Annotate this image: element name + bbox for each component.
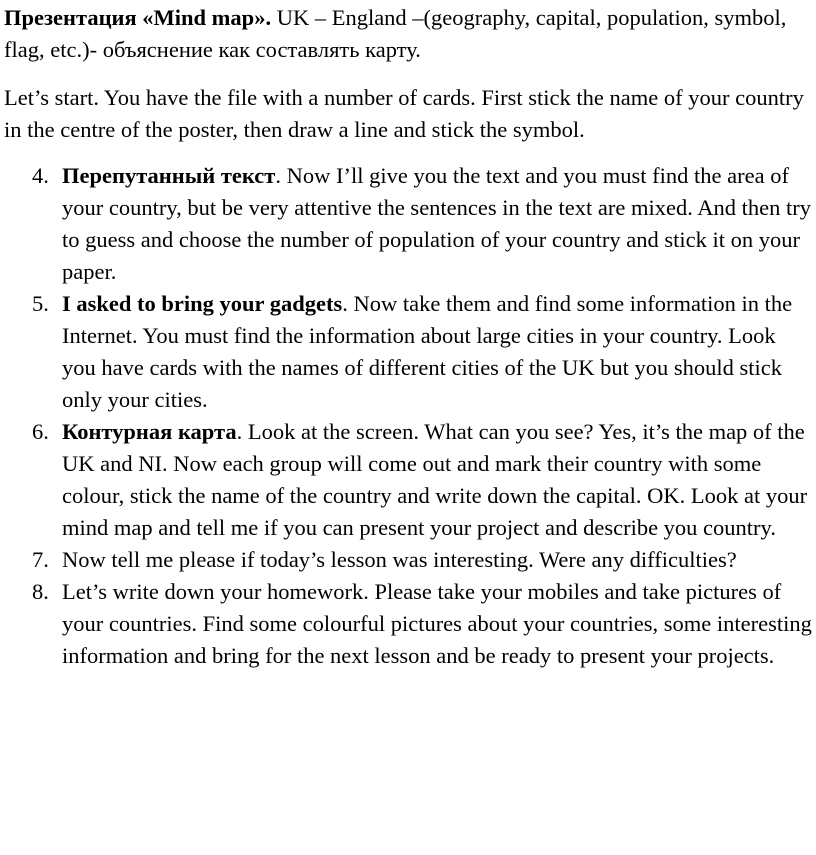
step-item-7 [4, 544, 812, 576]
step-number: 4. [32, 163, 49, 188]
presentation-description: UK – England –(geography, capital, population, symbol, flag, etc.)- объяснение как составлять карту. [4, 5, 787, 62]
step-heading: Контурная карта [62, 419, 237, 444]
step-text: Now tell me please if today’s lesson was interesting. Were any difficulties? [62, 547, 737, 572]
start-paragraph: Let’s start. You have the file with a number of cards. First stick the name of your country in the centre of the poster, then draw a line and stick the symbol. [4, 85, 804, 142]
intro-paragraph [4, 2, 812, 66]
step-number: 7. [32, 547, 49, 572]
step-item-5 [4, 288, 812, 416]
step-number: 8. [32, 579, 49, 604]
step-number: 6. [32, 419, 49, 444]
step-item-6 [4, 416, 812, 544]
step-item-4 [4, 160, 812, 288]
step-item-8 [4, 576, 812, 672]
step-text: . Look at the screen. What can you see? Yes, it’s the map of the UK and NI. Now each group will come out and mark their country with some colour, stick the name of the country and write down the capital. OK. Look at your mind map and tell me if you can present your project and describe you country. [62, 419, 808, 540]
step-heading: Перепутанный текст [62, 163, 276, 188]
steps-list [4, 160, 812, 672]
step-text: Let’s write down your homework. Please take your mobiles and take pictures of your countries. Find some colourful pictures about your countries, some interesting information and bring for the next lesson and be ready to present your projects. [62, 579, 812, 668]
step-number: 5. [32, 291, 49, 316]
step-heading: I asked to bring your gadgets [62, 291, 343, 316]
step-text: . Now take them and find some information in the Internet. You must find the information about large cities in your country. Look you have cards with the names of different cities of the UK but you should stick only your cities. [62, 291, 793, 412]
presentation-title: Презентация «Mind map». [4, 5, 272, 30]
step-text: . Now I’ll give you the text and you must find the area of your country, but be very attentive the sentences in the text are mixed. And then try to guess and choose the number of population of your country and stick it on your paper. [62, 163, 811, 284]
